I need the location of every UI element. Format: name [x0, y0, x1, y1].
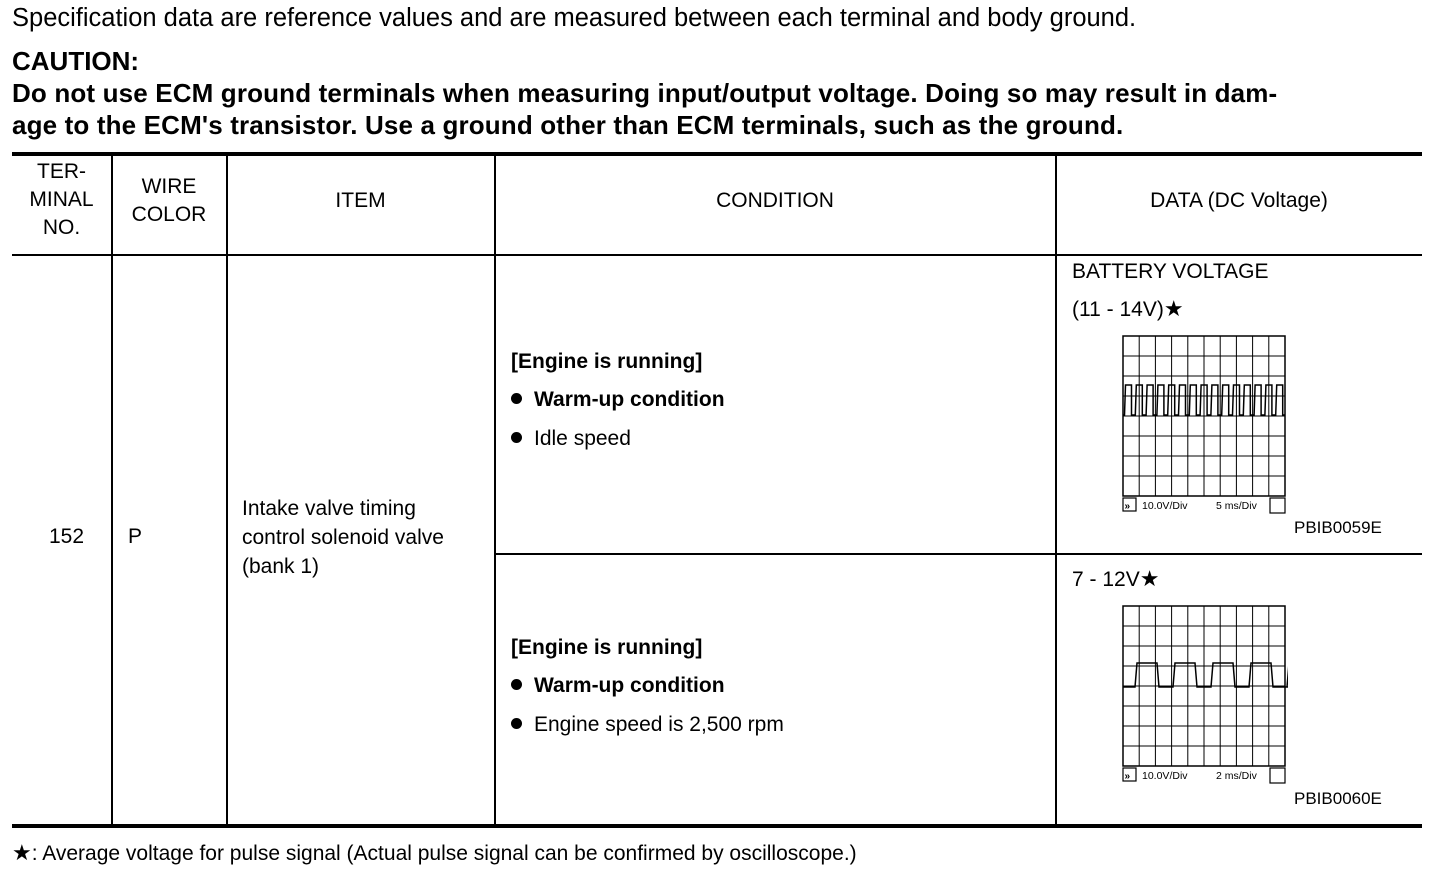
scope-2-time-div: 2 ms/Div [1216, 770, 1257, 782]
bullet-icon [511, 432, 522, 443]
header-rule [12, 254, 1422, 256]
scope-2-id: PBIB0060E [1294, 789, 1382, 808]
caution-line-2: age to the ECM's transistor. Use a ground other than ECM terminals, such as the ground. [12, 110, 1124, 140]
terminal-number: 152 [48, 525, 85, 548]
condition-1-header: [Engine is running] [511, 350, 703, 373]
header-data: DATA (DC Voltage) [1150, 189, 1328, 212]
oscilloscope-1 [1122, 335, 1288, 517]
item-description: Intake valve timing control solenoid valve (bank 1) [242, 497, 444, 578]
scope-1-time-div: 5 ms/Div [1216, 500, 1257, 512]
bullet-icon [511, 679, 522, 690]
oscilloscope-2 [1122, 605, 1288, 787]
condition-2-bullet-1: Warm-up condition [511, 674, 725, 698]
condition-1-bullet-2: Idle speed [511, 427, 631, 451]
star-icon: ★ [1139, 566, 1160, 591]
caution-title: CAUTION: [12, 46, 140, 76]
intro-text: Specification data are reference values and are measured between each terminal and body ground. [12, 4, 1137, 32]
caution-line-1: Do not use ECM ground terminals when measuring input/output voltage. Doing so may result in dam- [12, 78, 1278, 108]
scope-1-id: PBIB0059E [1294, 518, 1382, 537]
data-1-line-2: (11 - 14V)★ [1072, 296, 1184, 321]
scope-1-volt-div: 10.0V/Div [1142, 500, 1188, 512]
scope-corner-box [1270, 768, 1285, 783]
col-divider-3 [494, 154, 496, 826]
condition-divider [495, 553, 1422, 555]
condition-2-header: [Engine is running] [511, 636, 703, 659]
scope-2-volt-div: 10.0V/Div [1142, 770, 1188, 782]
header-condition: CONDITION [716, 189, 834, 212]
header-terminal-no: TER- MINAL NO. [29, 160, 94, 239]
data-1-line-1: BATTERY VOLTAGE [1072, 260, 1269, 283]
condition-2-bullet-2: Engine speed is 2,500 rpm [511, 713, 784, 737]
col-divider-1 [111, 154, 113, 826]
bullet-icon [511, 393, 522, 404]
scope-marker: » [1124, 771, 1131, 782]
scope-corner-box [1270, 498, 1285, 513]
footnote: ★: Average voltage for pulse signal (Actual pulse signal can be confirmed by oscilloscope.) [12, 840, 857, 865]
star-icon: ★ [1163, 296, 1184, 321]
col-divider-2 [226, 154, 228, 826]
header-wire-color: WIRE COLOR [131, 175, 207, 226]
bullet-icon [511, 718, 522, 729]
data-2-line-1: 7 - 12V★ [1072, 566, 1160, 591]
condition-1-bullet-1: Warm-up condition [511, 388, 725, 412]
header-item: ITEM [335, 189, 386, 212]
scope-marker: » [1124, 501, 1131, 512]
table-bottom-rule [12, 824, 1422, 828]
wire-color-value: P [128, 525, 143, 548]
col-divider-4 [1055, 154, 1057, 826]
star-icon: ★ [12, 840, 32, 865]
table-top-rule [12, 152, 1422, 156]
